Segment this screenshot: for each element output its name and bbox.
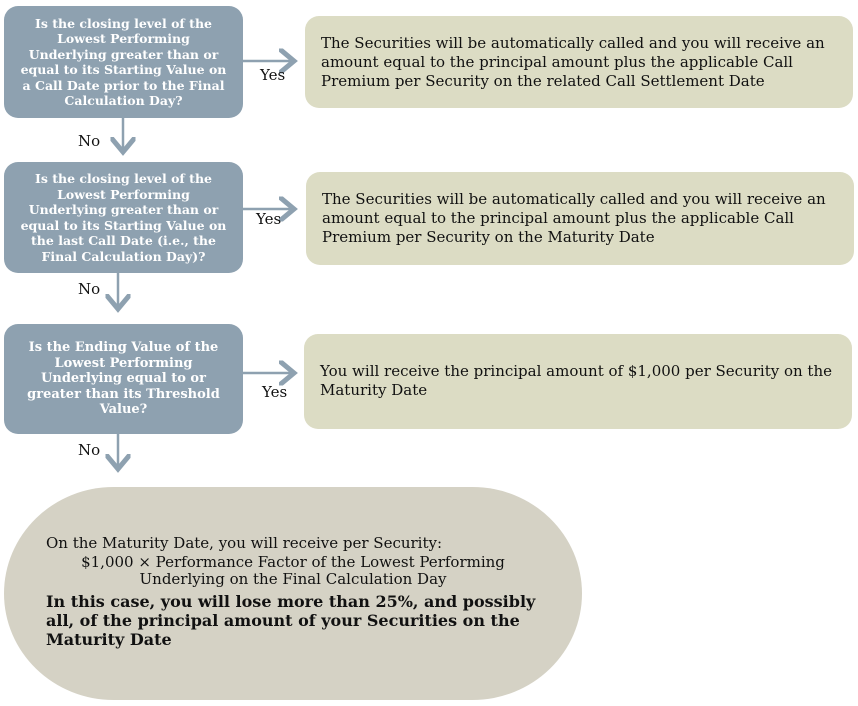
outcome-box-3 [304,334,852,429]
question-box-3 [4,324,243,434]
no-label-3: No [78,441,101,459]
yes-label-1: Yes [260,66,286,84]
final-outcome-box [4,487,582,700]
question-box-2 [4,162,243,273]
final-warning: In this case, you will lose more than 25%, and possibly all, of the principal amount of your Securities on the Maturity Date [46,592,536,649]
question-text-2: Is the closing level of the Lowest Performing Underlying greater than or equal to its Starting Value on the last Call Date (i.e., the Final Calculation Day)? [20,171,227,264]
outcome-box-1 [305,16,853,108]
no-label-2: No [78,280,101,298]
yes-label-2: Yes [256,210,282,228]
question-text-3: Is the Ending Value of the Lowest Performing Underlying equal to or greater than its Threshold Value? [27,340,220,418]
no-label-1: No [78,132,101,150]
outcome-text-1: The Securities will be automatically called and you will receive an amount equal to the principal amount plus the applicable Call Premium per Security on the related Call Settlement Date [321,33,825,90]
final-line-1: On the Maturity Date, you will receive per Security: [46,534,443,552]
yes-label-3: Yes [262,383,288,401]
outcome-text-3: You will receive the principal amount of $1,000 per Security on the Maturity Date [320,362,832,399]
question-box-1 [4,6,243,118]
outcome-box-2 [306,172,854,265]
question-text-1: Is the closing level of the Lowest Performing Underlying greater than or equal to its Starting Value on a Call Date prior to the Final Calculation Day? [20,15,227,108]
outcome-text-2: The Securities will be automatically called and you will receive an amount equal to the principal amount plus the applicable Call Premium per Security on the Maturity Date [322,190,826,246]
final-line-2: $1,000 × Performance Factor of the Lowest Performing Underlying on the Final Calculation Day [81,553,505,588]
